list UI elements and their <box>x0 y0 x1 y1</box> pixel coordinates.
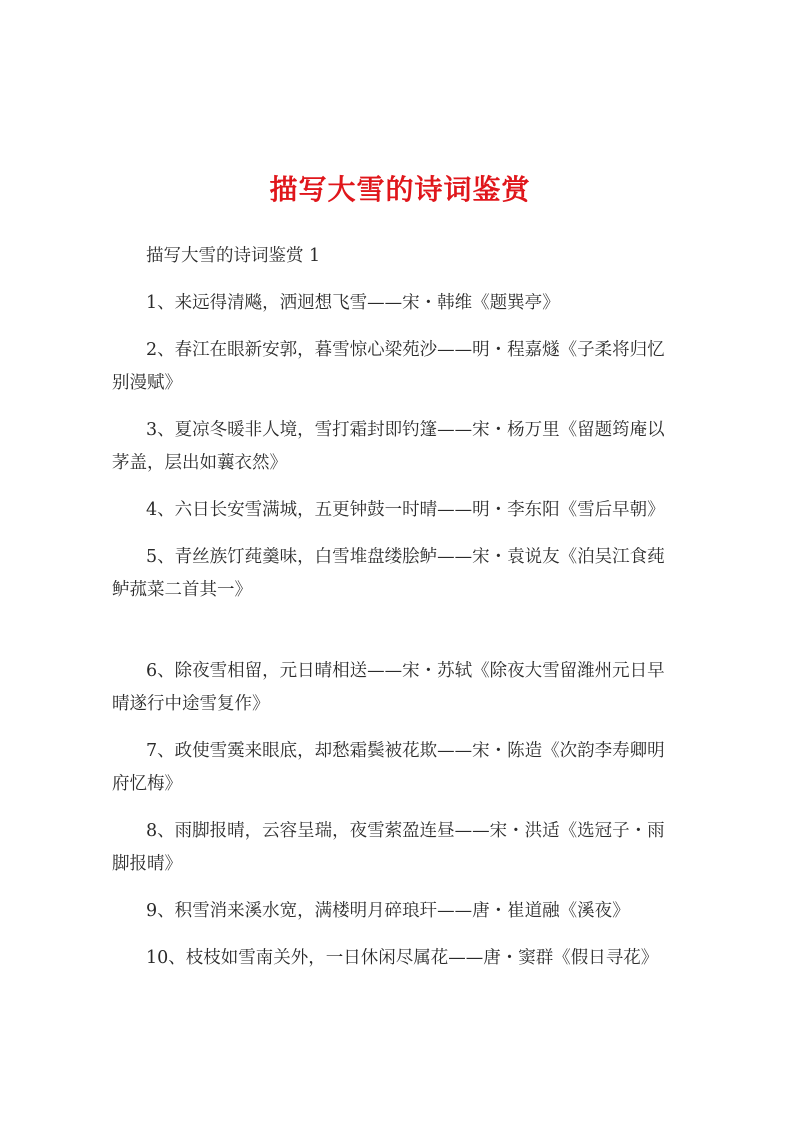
poem-item-3 <box>112 414 712 480</box>
poem-line-continued: 脚报晴》 <box>112 854 182 874</box>
poem-line: 10、枝枝如雪南关外，一日休闲尽属花——唐・窦群《假日寻花》 <box>146 948 659 968</box>
page-title: 描写大雪的诗词鉴赏 <box>269 173 531 206</box>
poem-item-7 <box>112 735 712 801</box>
section-heading-text: 描写大雪的诗词鉴赏 1 <box>146 246 321 266</box>
poem-line: 9、积雪消来溪水宽，满楼明月碎琅玕——唐・崔道融《溪夜》 <box>146 901 630 921</box>
poem-item-5 <box>112 541 712 607</box>
document-body <box>112 240 712 975</box>
poem-item-6 <box>112 655 712 721</box>
poem-line-continued: 鲈菰菜二首其一》 <box>112 580 252 600</box>
poem-line-continued: 晴遂行中途雪复作》 <box>112 694 270 714</box>
poem-line-continued: 府忆梅》 <box>112 774 182 794</box>
poem-line: 7、政使雪霙来眼底，却愁霜鬓被花欺——宋・陈造《次韵李寿卿明 <box>146 741 665 761</box>
poem-line-continued: 别漫赋》 <box>112 373 182 393</box>
poem-line: 4、六日长安雪满城，五更钟鼓一时晴——明・李东阳《雪后早朝》 <box>146 500 665 520</box>
poem-item-8 <box>112 815 712 881</box>
poem-line: 6、除夜雪相留，元日晴相送——宋・苏轼《除夜大雪留潍州元日早 <box>146 661 665 681</box>
poem-line: 8、雨脚报晴，云容呈瑞，夜雪萦盈连昼——宋・洪适《选冠子・雨 <box>146 821 665 841</box>
poem-line: 5、青丝族饤莼羹味，白雪堆盘缕脍鲈——宋・袁说友《泊吴江食莼 <box>146 547 665 567</box>
poem-item-9 <box>112 895 712 928</box>
poem-item-2 <box>112 334 712 400</box>
section-heading <box>112 240 712 273</box>
blank-spacer <box>112 607 712 655</box>
poem-line: 1、来远得清飚，洒迥想飞雪——宋・韩维《题巽亭》 <box>146 293 560 313</box>
poem-line: 2、春江在眼新安郭，暮雪惊心梁苑沙——明・程嘉燧《子柔将归忆 <box>146 340 665 360</box>
poem-line: 3、夏凉冬暖非人境，雪打霜封即钓篷——宋・杨万里《留题筠庵以 <box>146 420 665 440</box>
poem-item-1 <box>112 287 712 320</box>
poem-item-10 <box>112 942 712 975</box>
poem-item-4 <box>112 494 712 527</box>
poem-line-continued: 茅盖，层出如蘘衣然》 <box>112 453 287 473</box>
